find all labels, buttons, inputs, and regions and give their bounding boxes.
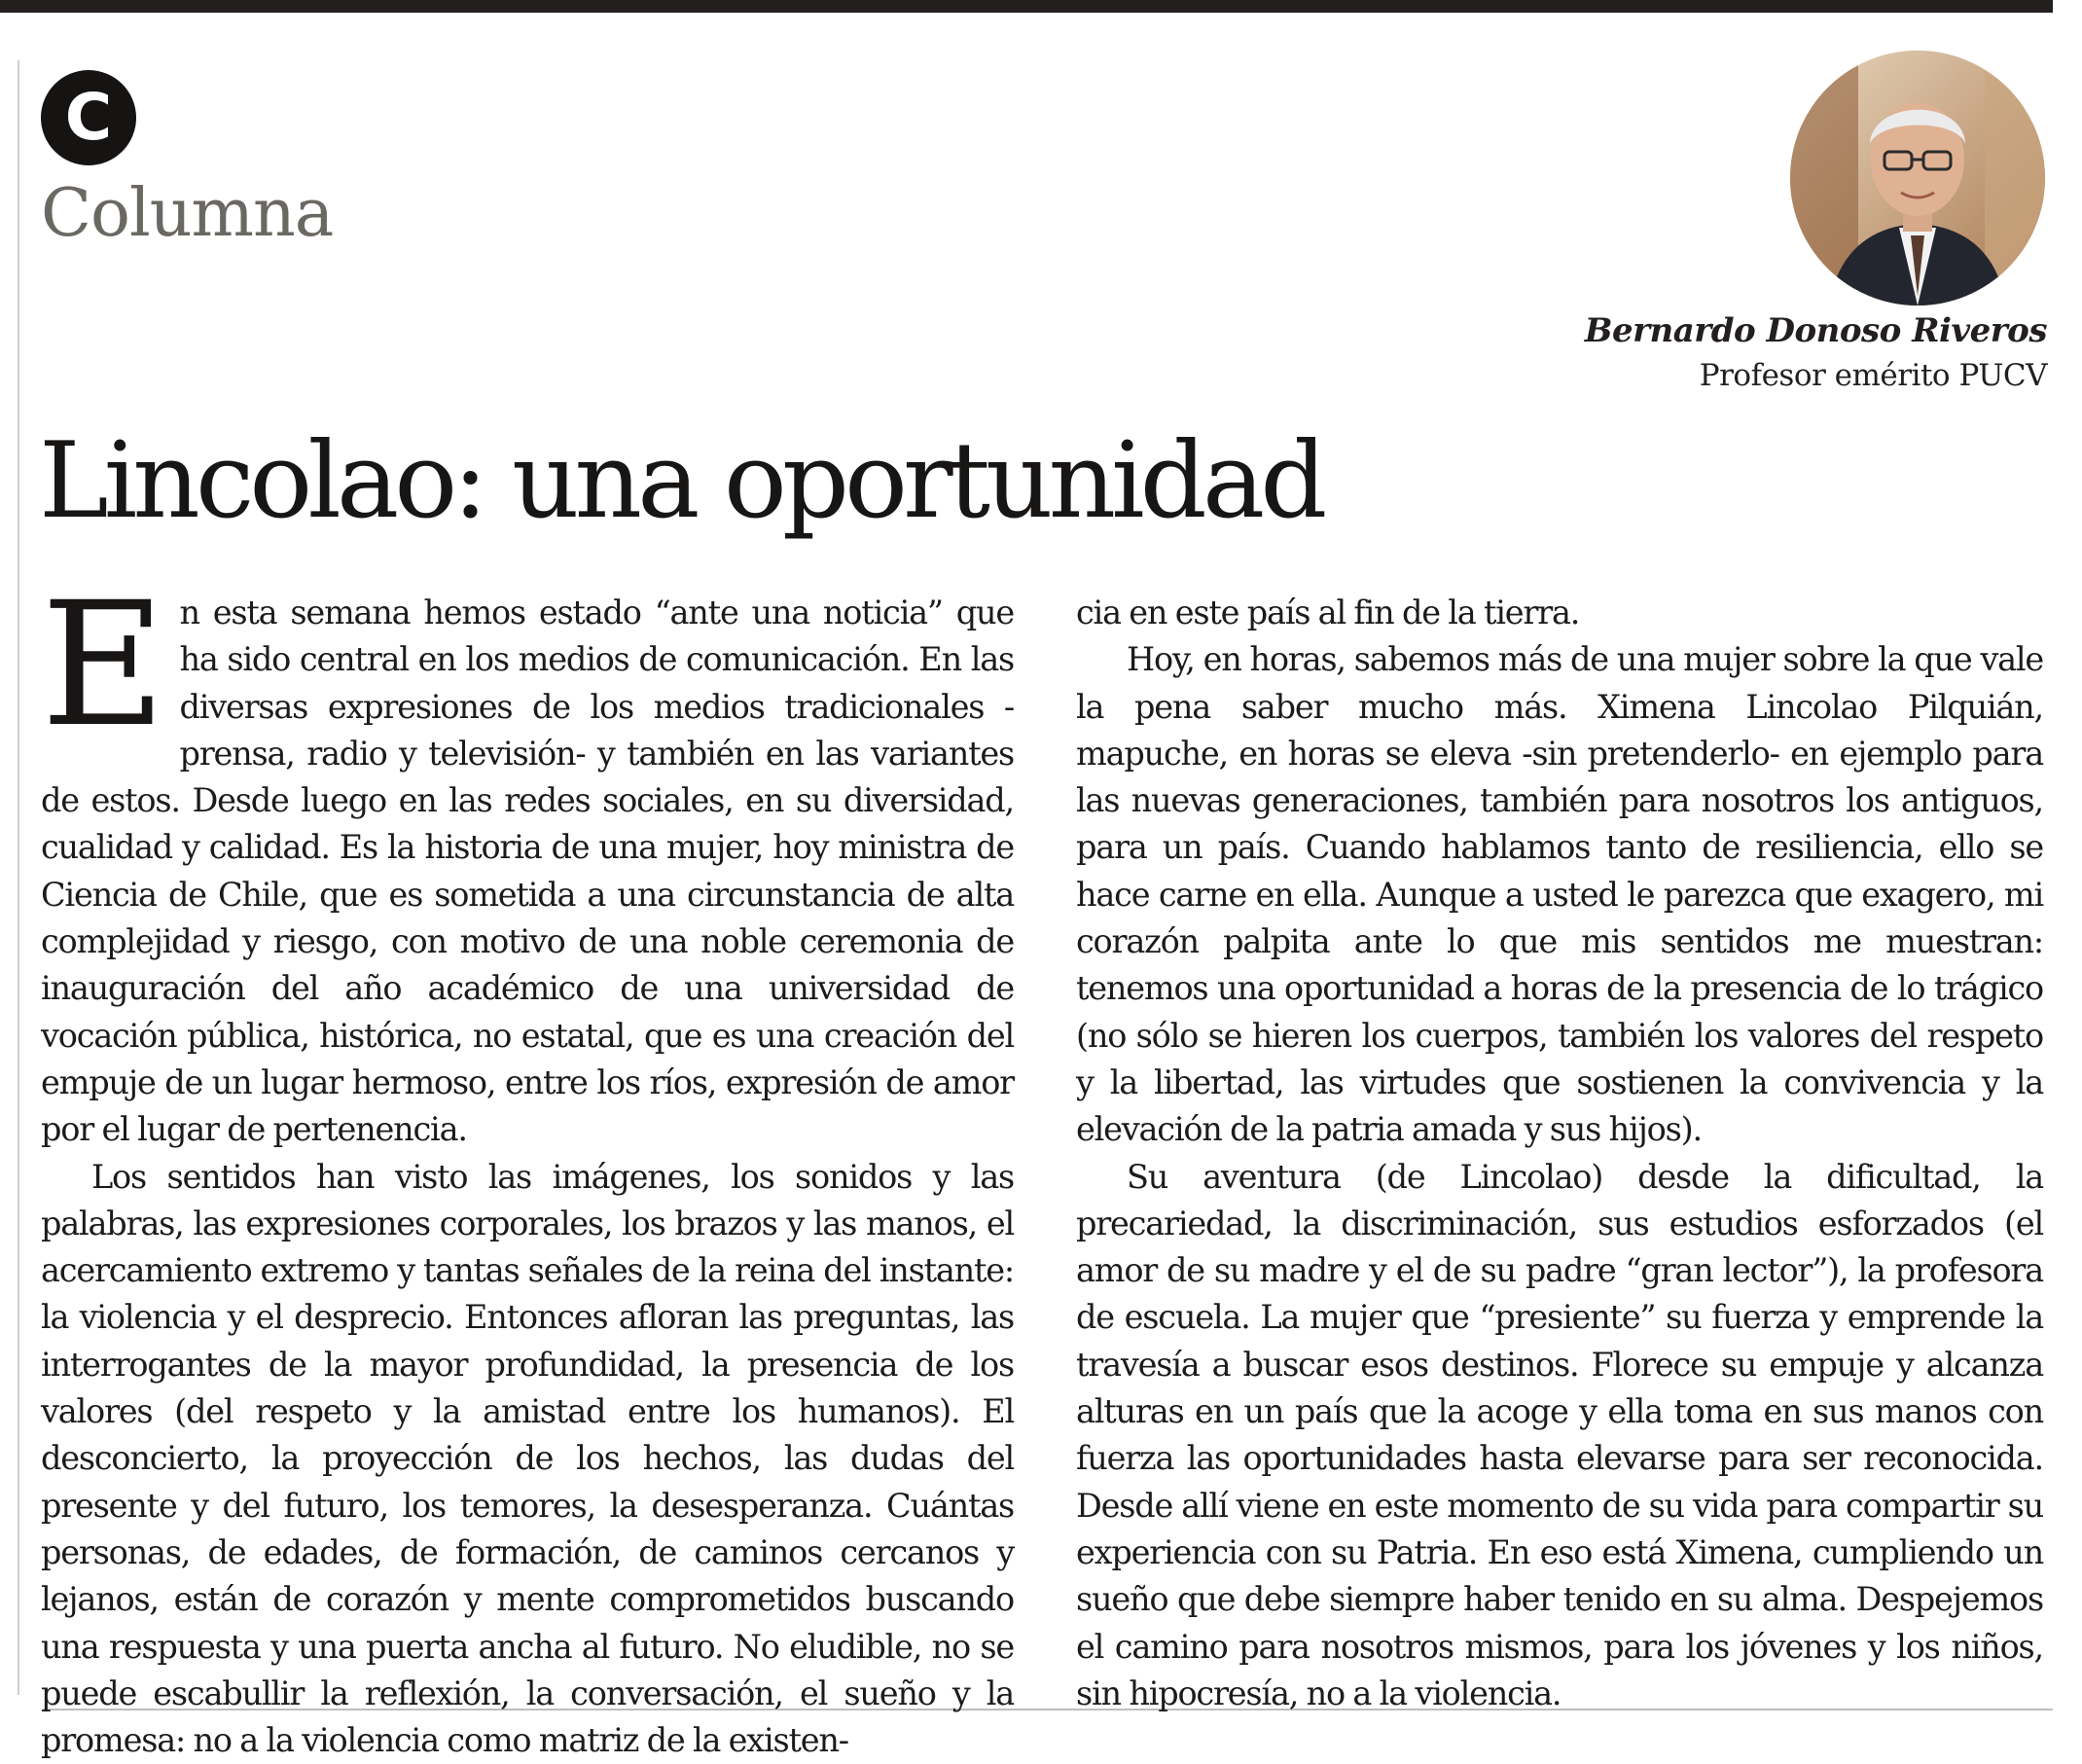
article-column-2 [1076,590,2043,1717]
headline: Lincolao: una oportunidad [39,420,1323,542]
column-badge-icon [41,70,136,165]
paragraph-1-text: n esta semana hemos estado “ante una noticia” que ha sido central en los medios de comunicación. En las diversas expresiones de los medios tradicionales -prensa, radio y televisión- y también en las variantes de estos. Desde luego en las redes sociales, en su diversidad, cualidad y calidad. Es la historia de una mujer, hoy ministra de Ciencia de Chile, que es sometida a una circunstancia de alta complejidad y riesgo, con motivo de una noble ceremonia de inauguración del año académico de una universidad de vocación pública, histórica, no estatal, que es una creación del empuje de un lugar hermoso, entre los ríos, expresión de amor por el lugar de pertenencia. [41,594,1014,1149]
top-border-bar [0,0,2053,13]
section-label: Columna [41,175,334,252]
column-badge-letter: C [64,80,113,155]
paragraph-4: Su aventura (de Lincolao) desde la dificultad, la precariedad, la discriminación, sus estudios esforzados (el amor de su madre y el de su padre “gran lector”), la profesora de escuela. La mujer que “presiente” su fuerza y emprende la travesía a buscar esos destinos. Florece su empuje y alcanza alturas en un país que la acoge y ella toma en sus manos con fuerza las oportunidades hasta elevarse para ser reconocida. Desde allí viene en este momento de su vida para compartir su experiencia con su Patria. En eso está Ximena, cumpliendo un sueño que debe siempre haber tenido en su alma. Despejemos el camino para nosotros mismos, para los jóvenes y los niños, sin hipocresía, no a la violencia. [1076,1157,2043,1712]
article-column-1 [41,565,1014,1764]
author-portrait-illustration [1790,51,2045,306]
author-portrait-icon [1790,51,2045,306]
author-role: Profesor emérito PUCV [1699,358,2047,393]
author-name: Bernardo Donoso Riveros [1584,311,2047,350]
paragraph-1 [41,565,1014,1154]
paragraph-2: Los sentidos han visto las imágenes, los sonidos y las palabras, las expresiones corporales, los brazos y las manos, el acercamiento extremo y tantas señales de la reina del instante: la violencia y el desprecio. Entonces afloran las preguntas, las interrogantes de la mayor profundidad, la presencia de los valores (del respeto y la amistad entre los humanos). El desconcierto, la proyección de los hechos, las dudas del presente y del futuro, los temores, la desesperanza. Cuántas personas, de edades, de formación, de caminos cercanos y lejanos, están de corazón y mente comprometidos buscando una respuesta y una puerta ancha al futuro. No eludible, no se puede escabullir la reflexión, la conversación, el sueño y la promesa: no a la violencia como matriz de la existen- [41,1157,1014,1760]
left-column-rule [18,60,19,1695]
dropcap: E [41,565,166,765]
paragraph-2-continued: cia en este país al fin de la tierra. [1076,594,1580,631]
paragraph-3: Hoy, en horas, sabemos más de una mujer sobre la que vale la pena saber mucho más. Ximena Lincolao Pilquián, mapuche, en horas se eleva -sin pretenderlo- en ejemplo para las nuevas generaciones, también para nosotros los antiguos, para un país. Cuando hablamos tanto de resiliencia, ello se hace carne en ella. Aunque a usted le parezca que exagero, mi corazón palpita ante lo que mis sentidos me muestran: tenemos una oportunidad a horas de la presencia de lo trágico (no sólo se hieren los cuerpos, también los valores del respeto y la libertad, las virtudes que sostienen la convivencia y la elevación de la patria amada y sus hijos). [1076,640,2043,1149]
